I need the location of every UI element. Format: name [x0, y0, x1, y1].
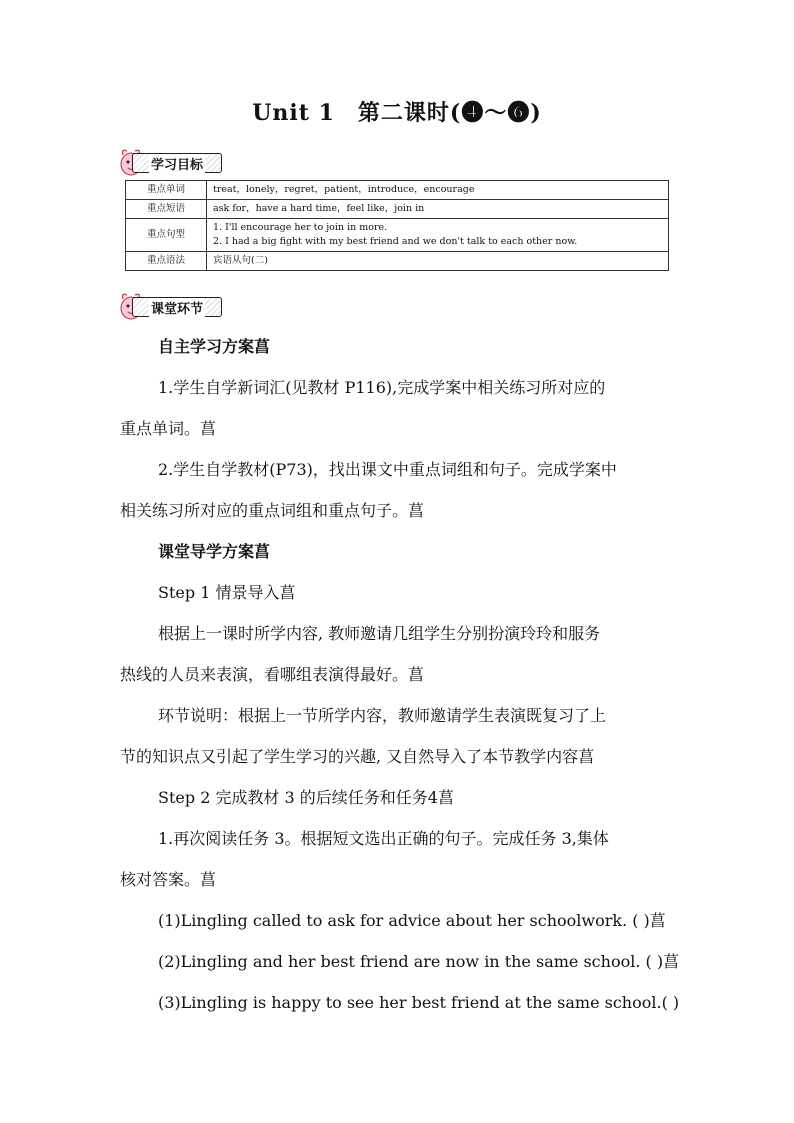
paragraph-line: 1.再次阅读任务 3。根据短文选出正确的句子。完成任务 3,集体	[158, 829, 609, 848]
question-item: (1)Lingling called to ask for advice about her schoolwork. ( )菖	[158, 911, 666, 930]
sentence-2: 2. I had a big fight with my best friend and we don't talk to each other now.	[213, 236, 578, 247]
table-cell-key: 重点句型	[126, 219, 207, 252]
table-row	[126, 219, 669, 252]
table-row	[126, 200, 669, 219]
section-heading: 课堂导学方案菖	[158, 542, 271, 561]
table-cell-value: ask for，have a hard time，feel like，join in	[207, 200, 669, 219]
table-cell-value	[207, 219, 669, 252]
paragraph-line: 环节说明：根据上一节所学内容，教师邀请学生表演既复习了上	[158, 706, 607, 725]
step-heading: Step 2 完成教材 3 的后续任务和任务4菖	[158, 788, 455, 807]
paragraph-line: 根据上一课时所学内容, 教师邀请几组学生分别扮演玲玲和服务	[158, 624, 601, 643]
body-text	[120, 326, 680, 1023]
table-cell-key: 重点语法	[126, 252, 207, 271]
page-title: Unit 1 第二课时(❹～❻)	[252, 100, 542, 126]
class-badge	[118, 294, 222, 318]
table-cell-value: treat，lonely，regret，patient，introduce，encourage	[207, 181, 669, 200]
paragraph-line: 重点单词。菖	[120, 419, 217, 438]
question-item: (2)Lingling and her best friend are now in the same school. ( )菖	[158, 952, 680, 971]
paragraph-line: 核对答案。菖	[120, 870, 217, 889]
table-cell-value: 宾语从句(二)	[207, 252, 669, 271]
objectives-badge-label: 学习目标	[149, 154, 205, 173]
table-row	[126, 181, 669, 200]
step-heading: Step 1 情景导入菖	[158, 583, 296, 602]
objectives-badge	[118, 150, 222, 174]
table-cell-key: 重点短语	[126, 200, 207, 219]
paragraph-line: 相关练习所对应的重点词组和重点句子。菖	[120, 501, 425, 520]
table-row	[126, 252, 669, 271]
paragraph-line: 热线的人员来表演，看哪组表演得最好。菖	[120, 665, 425, 684]
paragraph-line: 1.学生自学新词汇(见教材 P116),完成学案中相关练习所对应的	[158, 378, 606, 397]
table-cell-key: 重点单词	[126, 181, 207, 200]
question-item: (3)Lingling is happy to see her best friend at the same school.( )	[158, 993, 680, 1012]
paragraph-line: 节的知识点又引起了学生学习的兴趣, 又自然导入了本节教学内容菖	[120, 747, 595, 766]
class-badge-label: 课堂环节	[149, 298, 205, 317]
section-heading: 自主学习方案菖	[158, 337, 271, 356]
paragraph-line: 2.学生自学教材(P73)，找出课文中重点词组和句子。完成学案中	[158, 460, 617, 479]
objectives-table	[125, 180, 669, 271]
sentence-1: 1. I'll encourage her to join in more.	[213, 222, 388, 233]
